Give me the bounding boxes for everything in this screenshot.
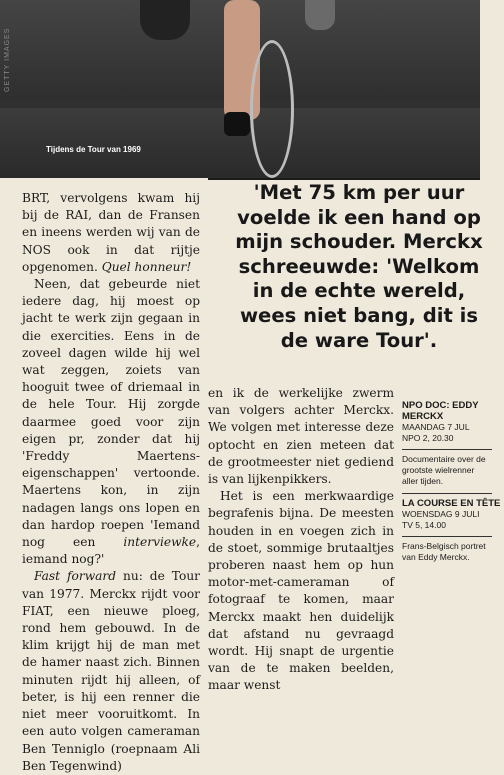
listing-divider xyxy=(402,449,492,450)
bicycle-wheel xyxy=(250,40,294,178)
paragraph-text: nu: de Tour van 1977. Merckx rijdt voor FIAT, een nieuwe ploeg, rond hem gebouwd. In de klim krijgt hij de man met de hamer naast zich. Binnen minuten rijdt hij alleen, of beter, is hij een renner die niet meer vooruitkomt. In een auto volgen cameraman Ben Tenniglo (roepnaam Ali Ben Tegenwind) xyxy=(22,569,200,773)
listing-channel: TV 5, 14.00 xyxy=(402,519,446,530)
left-paragraph-1 xyxy=(22,190,200,276)
italic-phrase: Fast forward xyxy=(34,569,117,584)
listing-title: MERCKX xyxy=(402,411,444,422)
middle-column xyxy=(208,385,394,695)
listing-title: NPO DOC: EDDY xyxy=(402,400,479,411)
middle-paragraph-2: Het is een merkwaardige begrafenis bijna. De meesten houden in en voegen zich in de stoet, sommige brutaaltjes proberen naast hem op hun motor-met-cameraman of fotograaf te komen, maar Merckx maakt hen duidelijk dat afstand nu gevraagd wordt. Hij snapt de urgentie van de te maken beelden, maar wenst xyxy=(208,489,394,693)
left-paragraph-2 xyxy=(22,276,200,568)
listing-channel: NPO 2, 20.30 xyxy=(402,432,454,443)
middle-paragraph-1: en ik de werkelijke zwerm van volgers achter Merckx. We volgen met interesse deze optocht en zien meteen dat de grootmeester niet gediend is van lijkenpikkers. xyxy=(208,386,394,487)
listing-item xyxy=(402,498,501,563)
left-column xyxy=(22,190,200,775)
paragraph-text: BRT, vervolgens kwam hij bij de RAI, dan de Fransen en ineens werden wij van de NOS ook in dat rijtje opgenomen. xyxy=(22,191,200,274)
photo-caption: Tijdens de Tour van 1969 xyxy=(46,145,141,154)
left-paragraph-3 xyxy=(22,568,200,774)
italic-phrase: interviewke xyxy=(123,535,197,550)
italic-phrase: Quel honneur! xyxy=(101,259,192,274)
cyclist-shoe xyxy=(224,112,250,136)
listing-date: MAANDAG 7 JUL xyxy=(402,422,470,432)
hero-photo xyxy=(0,0,480,178)
listing-item xyxy=(402,400,492,487)
paragraph-text: , iemand nog?' xyxy=(22,535,200,567)
background-spectator xyxy=(305,0,335,30)
background-rider xyxy=(140,0,190,40)
listing-date: WOENSDAG 9 JULI xyxy=(402,509,480,519)
listing-description: Frans-Belgisch portret van Eddy Merckx. xyxy=(402,541,486,562)
pullquote: 'Met 75 km per uur voelde ik een hand op mijn schouder. Merckx schreeuwde: 'Welkom in de echte wereld, wees niet bang, dit is de ware Tour'. xyxy=(235,181,483,352)
listing-description: Documentaire over de grootste wielrenner aller tijden. xyxy=(402,454,486,486)
tv-listings-sidebar xyxy=(402,400,501,569)
listing-title: LA COURSE EN TÊTE xyxy=(402,498,501,509)
paragraph-text: Neen, dat gebeurde niet iedere dag, hij moest op jacht te werk zijn gegaan in die exercities. Eens in de zoveel dagen wilde hij wel wat zeggen, zoiets van hooguit twee of driemaal in de hele Tour. Hij zorgde daarmee goed voor zijn eigen pr, zonder dat hij 'Freddy Maertens-eigenschappen' vertoonde. Maertens kon, in zijn nadagen langs ons lopen en dan hardop roepen 'Iemand nog een xyxy=(22,277,200,550)
pullquote-rule xyxy=(208,178,480,180)
listing-divider xyxy=(402,536,492,537)
listing-divider xyxy=(402,493,492,494)
photo-credit: GETTY IMAGES xyxy=(4,27,11,92)
